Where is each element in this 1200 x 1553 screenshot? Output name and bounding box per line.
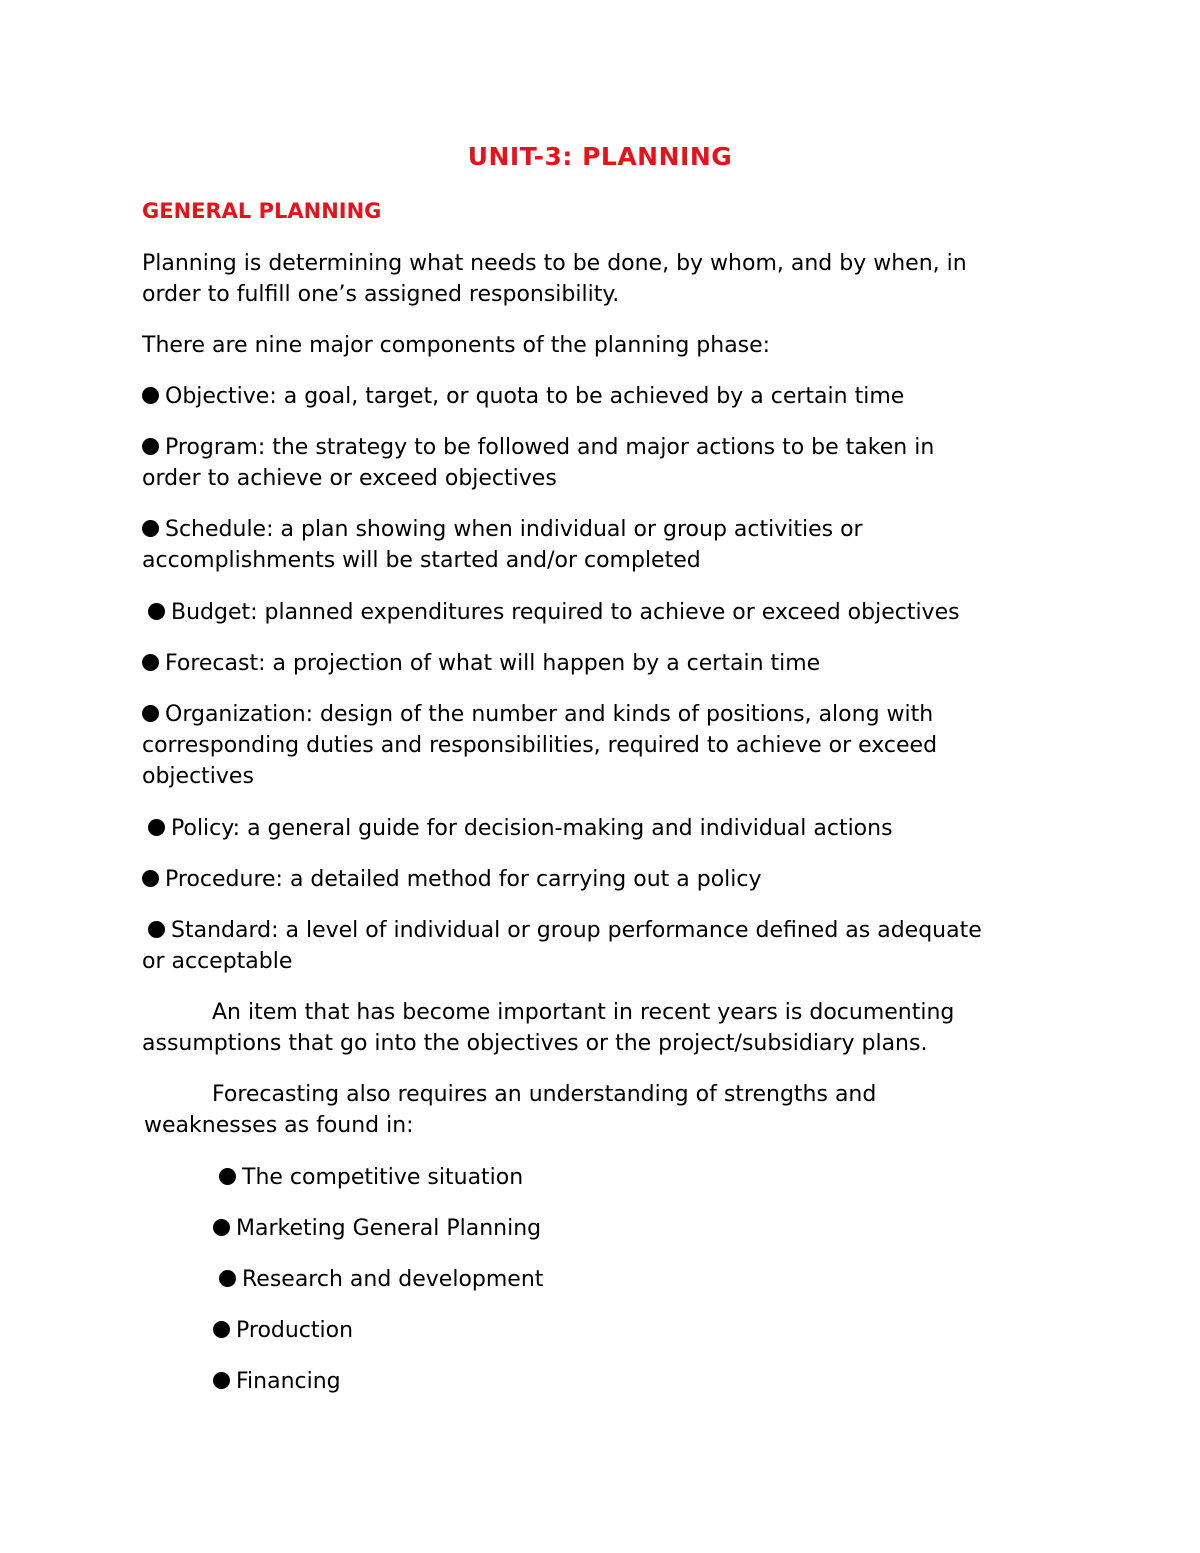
sub-list-item [213, 1315, 1133, 1346]
bullet-icon [142, 705, 159, 722]
sub-list-item-text: The competitive situation [242, 1165, 524, 1190]
sub-list-item [213, 1213, 1133, 1244]
paragraph-line: weaknesses as found in: [144, 1113, 414, 1138]
bullet-icon [148, 603, 165, 620]
list-item-text: Schedule: a plan showing when individual or group activities or [165, 517, 863, 542]
bullet-icon [148, 921, 165, 938]
bullet-icon [142, 870, 159, 887]
list-item-text: Budget: planned expenditures required to achieve or exceed objectives [171, 600, 960, 625]
list-item-program [142, 432, 1062, 494]
list-item-text: Program: the strategy to be followed and major actions to be taken in [165, 435, 935, 460]
intro-line-2: order to fulfill one’s assigned responsibility. [142, 282, 620, 307]
bullet-icon [213, 1219, 230, 1236]
paragraph-line: Forecasting also requires an understanding of strengths and [212, 1082, 877, 1107]
list-item-text: Procedure: a detailed method for carrying out a policy [165, 867, 762, 892]
list-item-objective [142, 381, 1062, 412]
list-item-policy [142, 813, 1068, 844]
list-item-text: Forecast: a projection of what will happen by a certain time [165, 651, 821, 676]
page-title: UNIT-3: PLANNING [467, 142, 733, 171]
bullet-icon [142, 438, 159, 455]
assumptions-paragraph [142, 997, 1062, 1059]
bullet-icon [219, 1270, 236, 1287]
components-intro: There are nine major components of the planning phase: [142, 333, 771, 358]
intro-paragraph [142, 248, 1062, 310]
list-item-organization [142, 699, 1062, 792]
sub-list-item-text: Research and development [242, 1267, 544, 1292]
list-item-text: objectives [142, 764, 254, 789]
sub-list-item [213, 1366, 1133, 1397]
paragraph-line: assumptions that go into the objectives or the project/subsidiary plans. [142, 1031, 928, 1056]
list-item-text: order to achieve or exceed objectives [142, 466, 557, 491]
sub-list-item [213, 1264, 1139, 1295]
bullet-icon [142, 387, 159, 404]
bullet-icon [142, 654, 159, 671]
list-item-text: Standard: a level of individual or group performance defined as adequate [171, 918, 982, 943]
bullet-icon [142, 520, 159, 537]
sub-list-item [213, 1162, 1139, 1193]
sub-list-item-text: Production [236, 1318, 354, 1343]
bullet-icon [213, 1372, 230, 1389]
list-item-text: Objective: a goal, target, or quota to be achieved by a certain time [165, 384, 905, 409]
intro-line-1: Planning is determining what needs to be done, by whom, and by when, in [142, 251, 967, 276]
list-item-text: or acceptable [142, 949, 293, 974]
sub-list-item-text: Marketing General Planning [236, 1216, 542, 1241]
forecasting-paragraph [142, 1079, 1062, 1141]
list-item-text: Policy: a general guide for decision-making and individual actions [171, 816, 893, 841]
list-item-forecast [142, 648, 1062, 679]
section-heading: GENERAL PLANNING [142, 199, 382, 223]
list-item-text: Organization: design of the number and kinds of positions, along with [165, 702, 934, 727]
list-item-text: corresponding duties and responsibilities, required to achieve or exceed [142, 733, 938, 758]
sub-list-item-text: Financing [236, 1369, 341, 1394]
list-item-procedure [142, 864, 1062, 895]
bullet-icon [148, 819, 165, 836]
list-item-text: accomplishments will be started and/or completed [142, 548, 701, 573]
paragraph-line: An item that has become important in recent years is documenting [212, 1000, 955, 1025]
list-item-schedule [142, 514, 1062, 576]
bullet-icon [219, 1168, 236, 1185]
bullet-icon [213, 1321, 230, 1338]
list-item-budget [142, 597, 1068, 628]
list-item-standard [142, 915, 1062, 977]
